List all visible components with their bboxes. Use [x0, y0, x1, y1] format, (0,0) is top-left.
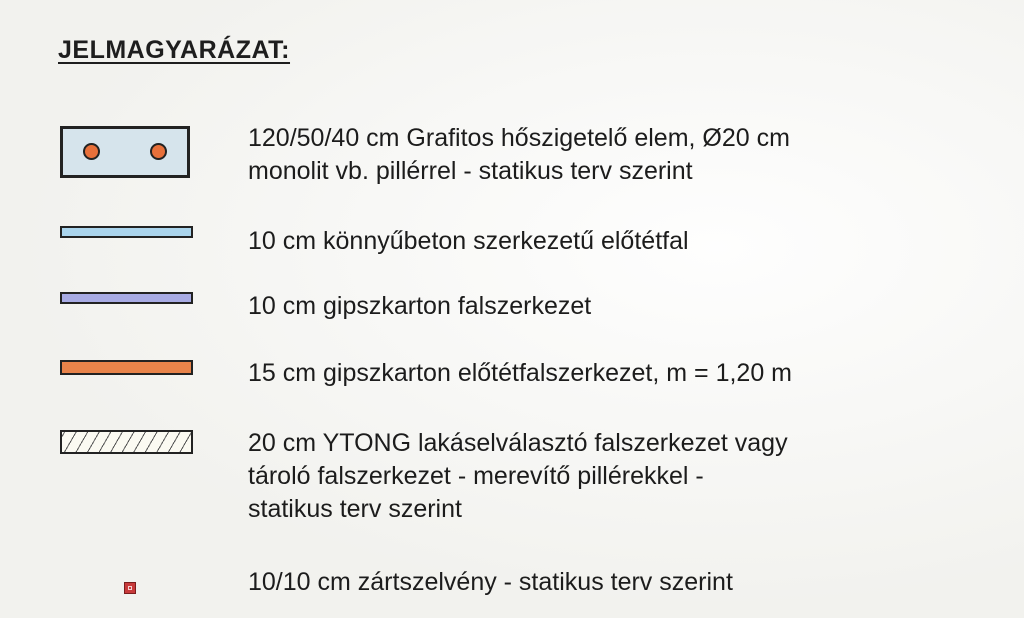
plasterboard-wall-icon	[60, 292, 193, 304]
legend-title: JELMAGYARÁZAT:	[58, 36, 291, 64]
legend-item-label: 120/50/40 cm Grafitos hőszigetelő elem, Ø20 cm monolit vb. pillérrel - statikus terv szerint	[248, 124, 790, 185]
legend-item-label: 15 cm gipszkarton előtétfalszerkezet, m = 1,20 m	[248, 359, 792, 387]
ytong-hatched-wall-icon	[60, 430, 193, 454]
pillar-circle-icon	[150, 143, 167, 160]
legend-item-label: 10 cm könnyűbeton szerkezetű előtétfal	[248, 227, 689, 255]
legend-item-label: 10/10 cm zártszelvény - statikus terv szerint	[248, 568, 733, 596]
grafit-element-icon	[60, 126, 190, 178]
pillar-circle-icon	[83, 143, 100, 160]
legend-item-label: 20 cm YTONG lakáselválasztó falszerkezet vagy tároló falszerkezet - merevítő pillérekkel - statikus terv szerint	[248, 429, 788, 523]
steel-section-icon	[124, 582, 136, 594]
lightweight-concrete-wall-icon	[60, 226, 193, 238]
legend-item-label: 10 cm gipszkarton falszerkezet	[248, 292, 592, 320]
plasterboard-front-wall-icon	[60, 360, 193, 375]
